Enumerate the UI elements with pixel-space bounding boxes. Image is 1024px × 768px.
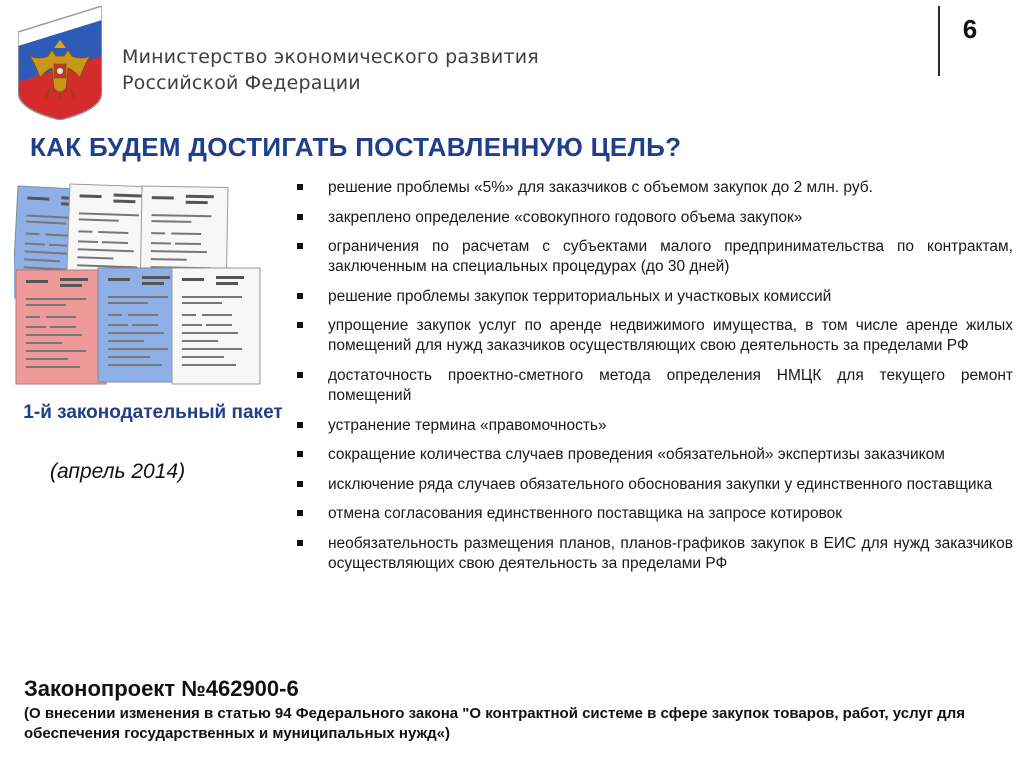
ministry-name-line2: Российской Федерации bbox=[122, 72, 361, 94]
bill-title: Законопроект №462900-6 bbox=[24, 676, 299, 701]
package-date: (апрель 2014) bbox=[50, 460, 186, 483]
header-divider bbox=[938, 6, 940, 76]
package-title: 1-й законодательный пакет bbox=[23, 402, 283, 423]
measures-list bbox=[295, 178, 1013, 584]
list-item: необязательность размещения планов, планов-графиков закупок в ЕИС для нужд заказчиков осуществляющих свою деятельность за пределами РФ bbox=[295, 534, 1013, 574]
list-item: сокращение количества случаев проведения «обязательной» экспертизы заказчиком bbox=[295, 445, 1013, 465]
list-item: закреплено определение «совокупного годового объема закупок» bbox=[295, 208, 1013, 228]
ministry-name bbox=[122, 44, 539, 96]
list-item: ограничения по расчетам с субъектами малого предпринимательства по контрактам, заключенным на специальных процедурах (до 30 дней) bbox=[295, 237, 1013, 277]
list-item: устранение термина «правомочность» bbox=[295, 416, 1013, 436]
list-item: решение проблемы «5%» для заказчиков с объемом закупок до 2 млн. руб. bbox=[295, 178, 1013, 198]
list-item: упрощение закупок услуг по аренде недвижимого имущества, в том числе аренде жилых помещений для нужд заказчиков осуществляющих свою деятельность за пределами РФ bbox=[295, 316, 1013, 356]
list-item: отмена согласования единственного поставщика на запросе котировок bbox=[295, 504, 1013, 524]
ministry-name-line1: Министерство экономического развития bbox=[122, 46, 539, 68]
list-item: решение проблемы закупок территориальных и участковых комиссий bbox=[295, 287, 1013, 307]
bill-description: (О внесении изменения в статью 94 Федерального закона "О контрактной системе в сфере закупок товаров, работ, услуг для обеспечения государственных и муниципальных нужд«) bbox=[24, 705, 965, 742]
slide-title: КАК БУДЕМ ДОСТИГАТЬ ПОСТАВЛЕННУЮ ЦЕЛЬ? bbox=[30, 132, 682, 162]
document-stack-icon bbox=[14, 182, 264, 388]
list-item: достаточность проектно-сметного метода определения НМЦК для текущего ремонт помещений bbox=[295, 366, 1013, 406]
russian-coat-of-arms-icon bbox=[18, 6, 102, 120]
slide-number: 6 bbox=[962, 14, 978, 44]
list-item: исключение ряда случаев обязательного обоснования закупки у единственного поставщика bbox=[295, 475, 1013, 495]
